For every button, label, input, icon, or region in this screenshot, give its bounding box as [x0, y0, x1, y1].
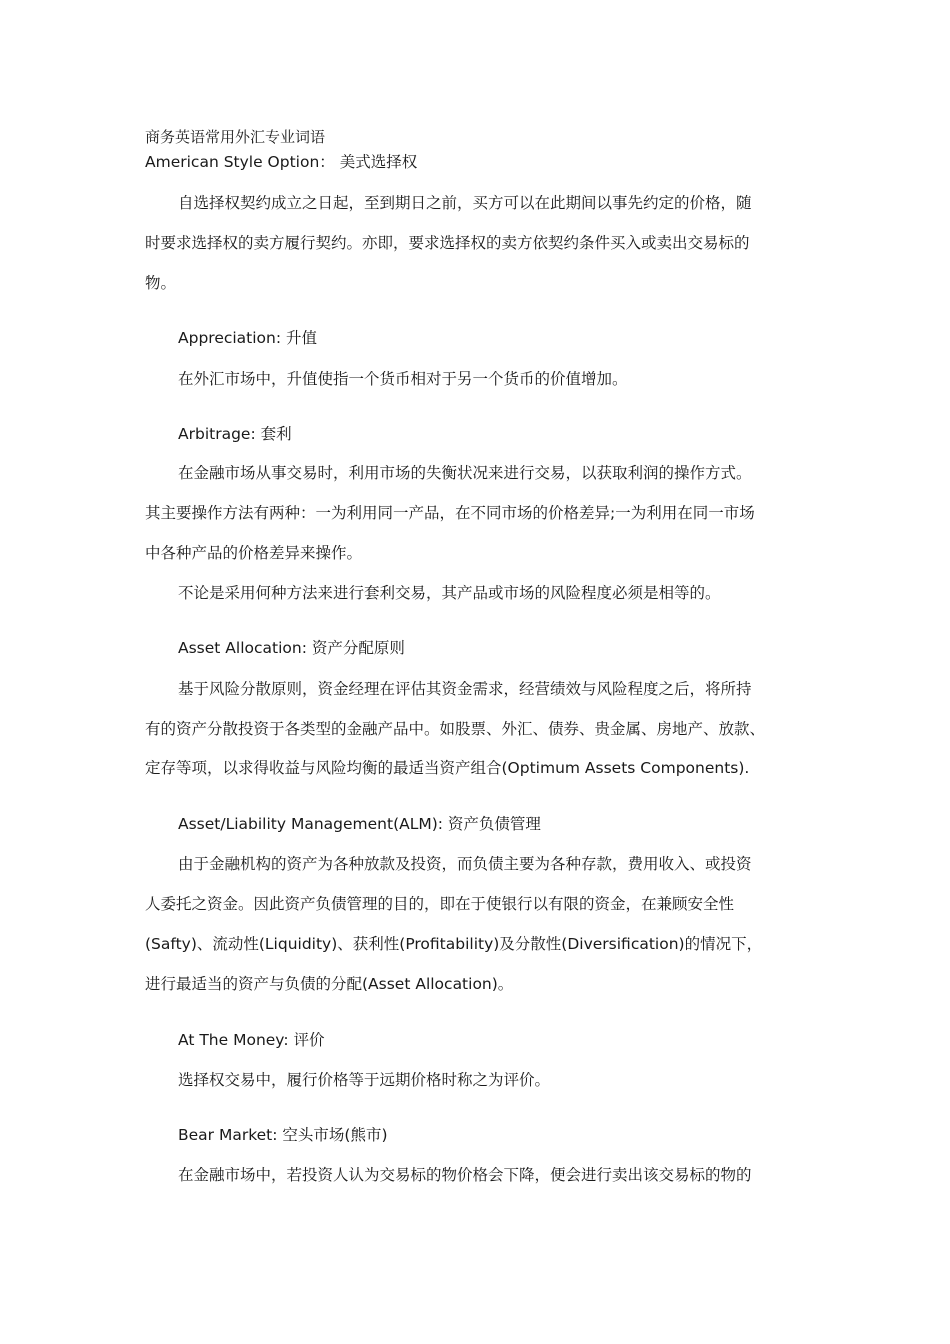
- paragraph-line: 有的资产分散投资于各类型的金融产品中。如股票、外汇、债券、贵金属、房地产、放款、: [145, 720, 766, 738]
- paragraph-line: 由于金融机构的资产为各种放款及投资，而负债主要为各种存款，费用收入、或投资: [178, 855, 752, 873]
- term-asset-allocation: Asset Allocation: 资产分配原则: [178, 639, 405, 657]
- paragraph-line: 时要求选择权的卖方履行契约。亦即，要求选择权的卖方依契约条件买入或卖出交易标的: [145, 234, 750, 252]
- paragraph-line: 中各种产品的价格差异来操作。: [145, 544, 363, 562]
- term-alm: Asset/Liability Management(ALM): 资产负债管理: [178, 815, 541, 833]
- term-appreciation: Appreciation: 升值: [178, 329, 318, 347]
- term-bear-market: Bear Market: 空头市场(熊市): [178, 1126, 388, 1144]
- paragraph-line: 基于风险分散原则，资金经理在评估其资金需求，经营绩效与风险程度之后，将所持: [178, 680, 752, 698]
- paragraph-line: 在外汇市场中，升值使指一个货币相对于另一个货币的价值增加。: [178, 370, 628, 388]
- paragraph-line: 不论是采用何种方法来进行套利交易，其产品或市场的风险程度必须是相等的。: [178, 584, 721, 602]
- paragraph-line: 物。: [145, 274, 177, 292]
- paragraph-line: 在金融市场中，若投资人认为交易标的物价格会下降，便会进行卖出该交易标的物的: [178, 1166, 752, 1184]
- paragraph-line: 进行最适当的资产与负债的分配(Asset Allocation)。: [145, 975, 514, 993]
- paragraph-line: (Safty)、流动性(Liquidity)、获利性(Profitability)及分散性(Diversification)的情况下，: [145, 935, 763, 953]
- paragraph-line: 定存等项，以求得收益与风险均衡的最适当资产组合(Optimum Assets Components).: [145, 759, 750, 777]
- document-title: 商务英语常用外汇专业词语: [145, 128, 326, 146]
- term-label: American Style Option：: [145, 153, 335, 171]
- paragraph-line: 自选择权契约成立之日起，至到期日之前，买方可以在此期间以事先约定的价格，随: [178, 194, 752, 212]
- term-arbitrage: Arbitrage: 套利: [178, 425, 292, 443]
- term-at-the-money: At The Money: 评价: [178, 1031, 325, 1049]
- term-translation: 美式选择权: [334, 153, 418, 171]
- paragraph-line: 人委托之资金。因此资产负债管理的目的，即在于使银行以有限的资金，在兼顾安全性: [145, 895, 735, 913]
- paragraph-line: 在金融市场从事交易时，利用市场的失衡状况来进行交易，以获取利润的操作方式。: [178, 464, 752, 482]
- term-american-style-option: [145, 152, 417, 172]
- paragraph-line: 其主要操作方法有两种：一为利用同一产品，在不同市场的价格差异;一为利用在同一市场: [145, 504, 755, 522]
- paragraph-line: 选择权交易中，履行价格等于远期价格时称之为评价。: [178, 1071, 551, 1089]
